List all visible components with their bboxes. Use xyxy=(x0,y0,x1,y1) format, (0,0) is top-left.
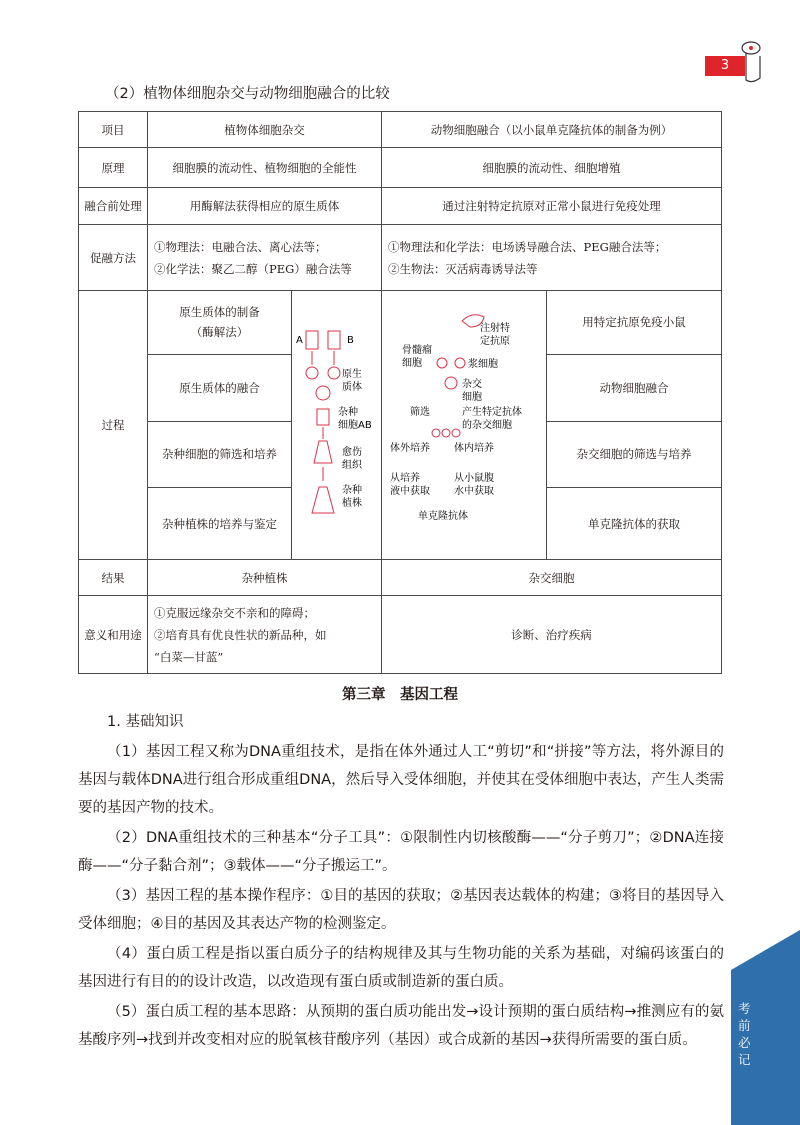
hybrid-label-1: 杂种 xyxy=(338,407,359,418)
flask-callus xyxy=(314,441,332,463)
invivo-label: 体内培养 xyxy=(454,443,495,454)
plant-label-1: 杂种 xyxy=(342,485,363,496)
myeloma-label-1: 骨髓瘤 xyxy=(402,345,433,356)
method-label: 促融方法 xyxy=(79,225,148,291)
animal-step-1: 用特定抗原免疫小鼠 xyxy=(547,291,721,355)
principle-label: 原理 xyxy=(79,148,148,188)
produce-label-1: 产生特定抗体 xyxy=(462,407,523,418)
principle-animal: 细胞膜的流动性、细胞增殖 xyxy=(382,148,722,188)
myeloma-label-2: 细胞 xyxy=(402,358,423,369)
cell-b xyxy=(328,331,340,349)
header-item: 项目 xyxy=(79,112,148,148)
hybrid-label-1: 杂交 xyxy=(462,379,483,390)
fused-protoplast xyxy=(316,386,330,400)
plant-diagram xyxy=(291,291,381,559)
side-tab-label: 考前必记 xyxy=(738,1001,751,1067)
protoplast-label-2: 质体 xyxy=(342,382,363,393)
mouse-label-2: 水中获取 xyxy=(454,486,495,497)
comparison-table xyxy=(78,111,722,674)
protoplast-a xyxy=(306,367,318,379)
inject-label-2: 定抗原 xyxy=(480,336,511,347)
table-header-row xyxy=(79,112,722,148)
plasma-label: 浆细胞 xyxy=(468,359,499,370)
invitro-label: 体外培养 xyxy=(390,443,431,454)
protoplast-b xyxy=(328,367,340,379)
process-cell xyxy=(148,291,722,560)
row-principle xyxy=(79,148,722,188)
method-animal xyxy=(382,225,722,291)
protoplast-label-1: 原生 xyxy=(342,369,363,380)
plant-label-a: A xyxy=(296,335,303,346)
culture-label-2: 液中获取 xyxy=(390,486,431,497)
mab-label: 单克隆抗体 xyxy=(418,511,469,522)
plant-label-b: B xyxy=(347,335,354,346)
mouse-label-1: 从小鼠腹 xyxy=(454,473,495,484)
animal-step-3: 杂交细胞的筛选与培养 xyxy=(547,422,721,489)
row-process xyxy=(79,291,722,560)
fused-cell xyxy=(445,377,457,389)
result-animal: 杂交细胞 xyxy=(382,560,722,596)
header-animal: 动物细胞融合（以小鼠单克隆抗体的制备为例） xyxy=(382,112,722,148)
method-plant-line-1: ①物理法：电融合法、离心法等； xyxy=(154,239,327,254)
significance-plant-line-1: ①克服远缘杂交不亲和的障碍； xyxy=(154,605,315,620)
clone-cell-1 xyxy=(432,429,440,437)
callus-label-2: 组织 xyxy=(342,460,363,471)
plasma-cell xyxy=(455,358,465,368)
significance-plant xyxy=(148,596,382,674)
plant-step-2: 原生质体的融合 xyxy=(148,355,291,422)
row-significance xyxy=(79,596,722,674)
significance-animal: 诊断、治疗疾病 xyxy=(382,596,722,674)
paragraph-5: （5）蛋白质工程的基本思路：从预期的蛋白质功能出发→设计预期的蛋白质结构→推测应有的氨基酸序列→找到并改变相对应的脱氧核苷酸序列（基因）或合成新的基因→获得所需要的蛋白质。 xyxy=(78,1004,724,1048)
clone-cell-2 xyxy=(442,429,450,437)
hybrid-label-2: 细胞AB xyxy=(338,420,372,431)
mascot-icon xyxy=(738,40,768,84)
result-label: 结果 xyxy=(79,560,148,596)
principle-plant: 细胞膜的流动性、植物细胞的全能性 xyxy=(148,148,382,188)
cell-a xyxy=(306,331,318,349)
result-plant: 杂种植株 xyxy=(148,560,382,596)
plant-step-1: 原生质体的制备（酶解法） xyxy=(148,291,291,355)
row-method xyxy=(79,225,722,291)
culture-label-1: 从培养 xyxy=(390,473,421,484)
paragraph-3: （3）基因工程的基本操作程序：①目的基因的获取；②基因表达载体的构建；③将目的基因导入受体细胞；④目的基因及其表达产物的检测鉴定。 xyxy=(78,888,724,932)
basics-heading: 1. 基础知识 xyxy=(107,714,184,730)
paragraph-4: （4）蛋白质工程是指以蛋白质分子的结构规律及其与生物功能的关系为基础，对编码该蛋白的基因进行有目的的设计改造，以改造现有蛋白质或制造新的蛋白质。 xyxy=(78,946,724,990)
plant-step-3: 杂种细胞的筛选和培养 xyxy=(148,422,291,489)
myeloma-cell xyxy=(437,358,447,368)
chapter-title: 第三章 基因工程 xyxy=(342,687,458,703)
clone-cell-3 xyxy=(452,429,460,437)
mab-diagram xyxy=(382,291,546,559)
page-number-badge: 3 xyxy=(705,56,745,76)
paragraph-2: （2）DNA重组技术的三种基本“分子工具”：①限制性内切核酸酶——“分子剪刀”；②DNA连接酶——“分子黏合剂”；③载体——“分子搬运工”。 xyxy=(78,830,724,874)
produce-label-2: 的杂交细胞 xyxy=(462,420,513,431)
pretreat-plant: 用酶解法获得相应的原生质体 xyxy=(148,188,382,225)
plant-step-4: 杂种植株的培养与鉴定 xyxy=(162,516,278,531)
hybrid-label-2: 细胞 xyxy=(462,392,483,403)
method-animal-line-1: ①物理法和化学法：电场诱导融合法、PEG融合法等； xyxy=(388,239,667,254)
body-text xyxy=(78,708,724,1056)
significance-plant-line-3: “白菜—甘蓝” xyxy=(154,649,224,664)
side-tab-corner xyxy=(731,930,800,970)
pretreat-animal: 通过注射特定抗原对正常小鼠进行免疫处理 xyxy=(382,188,722,225)
row-pretreat xyxy=(79,188,722,225)
callus-label-1: 愈伤 xyxy=(342,447,363,458)
animal-step-2: 动物细胞融合 xyxy=(547,355,721,422)
method-plant xyxy=(148,225,382,291)
significance-label: 意义和用途 xyxy=(79,596,148,674)
hybrid-cell xyxy=(317,409,329,425)
row-result xyxy=(79,560,722,596)
pretreat-label: 融合前处理 xyxy=(79,188,148,225)
inject-label-1: 注射特 xyxy=(480,323,511,334)
method-animal-line-2: ②生物法：灭活病毒诱导法等 xyxy=(388,261,538,276)
plant-label-2: 植株 xyxy=(342,498,363,509)
process-label: 过程 xyxy=(79,291,148,560)
significance-plant-line-2: ②培育具有优良性状的新品种，如 xyxy=(154,627,327,642)
flask-plant xyxy=(312,487,334,513)
paragraph-1: （1）基因工程又称为DNA重组技术，是指在体外通过人工“剪切”和“拼接”等方法，将外源目的基因与载体DNA进行组合形成重组DNA，然后导入受体细胞，并使其在受体细胞中表达，产生人类需要的基因产物的技术。 xyxy=(78,744,724,816)
animal-diagram xyxy=(381,291,546,559)
section-heading: （2）植物体细胞杂交与动物细胞融合的比较 xyxy=(105,86,390,102)
screen-label: 筛选 xyxy=(410,407,431,418)
animal-step-4: 单克隆抗体的获取 xyxy=(588,516,681,531)
plant-fusion-diagram xyxy=(292,291,381,559)
header-plant: 植物体细胞杂交 xyxy=(148,112,382,148)
method-plant-line-2: ②化学法：聚乙二醇（PEG）融合法等 xyxy=(154,261,352,276)
